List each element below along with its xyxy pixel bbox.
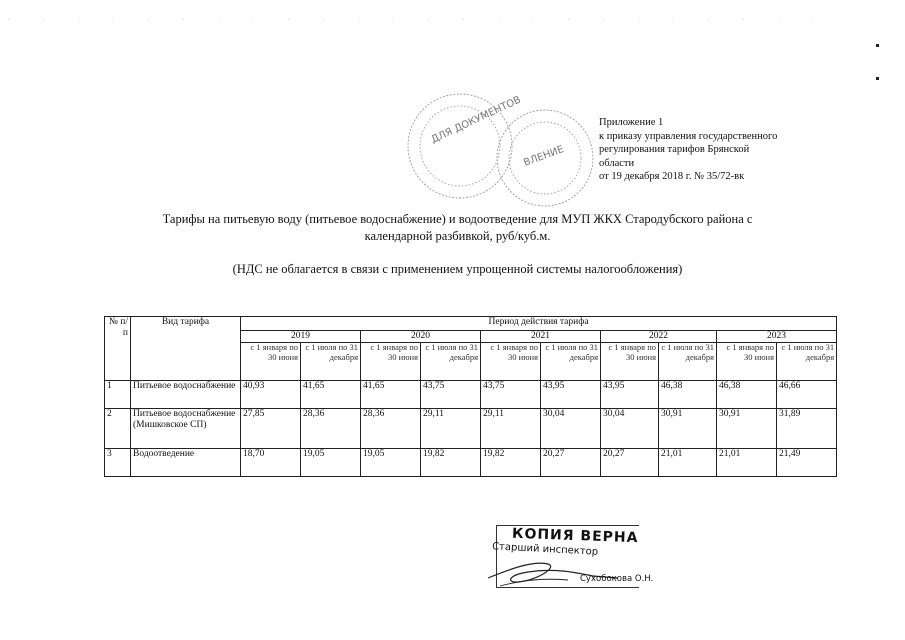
tariff-value: 20,27 — [601, 449, 659, 477]
document-title — [95, 211, 820, 245]
stamp-text-right: ВЛЕНИЕ — [522, 144, 566, 169]
appendix-line: области — [599, 157, 635, 169]
tariff-value: 41,65 — [361, 381, 421, 409]
row-tariff-name: Питьевое водоснабжение (Мишковское СП) — [131, 409, 241, 449]
tariff-value: 21,49 — [777, 449, 837, 477]
row-number: 3 — [105, 449, 131, 477]
tariff-value: 30,91 — [659, 409, 717, 449]
tariff-value: 18,70 — [241, 449, 301, 477]
appendix-block — [599, 116, 819, 184]
header-half-2: с 1 июля по 31 декабря — [541, 343, 601, 381]
header-half-1: с 1 января по 30 июня — [361, 343, 421, 381]
round-stamp — [395, 88, 625, 208]
scan-edge-mark — [876, 77, 879, 80]
header-type: Вид тарифа — [131, 317, 241, 381]
tariff-value: 41,65 — [301, 381, 361, 409]
tariff-value: 21,01 — [717, 449, 777, 477]
appendix-line: регулирования тарифов Брянской — [599, 144, 750, 155]
row-number: 1 — [105, 381, 131, 409]
vat-note: (НДС не облагается в связи с применением упрощенной системы налогообложения) — [232, 262, 683, 276]
tariff-value: 46,38 — [659, 381, 717, 409]
tariff-value: 43,75 — [481, 381, 541, 409]
tariff-value: 30,91 — [717, 409, 777, 449]
copy-stamp-role: Старший инспектор — [491, 541, 599, 558]
stamp-text-left: ДЛЯ ДОКУМЕНТОВ — [429, 94, 523, 146]
header-year: 2021 — [481, 331, 601, 343]
tariff-value: 20,27 — [541, 449, 601, 477]
appendix-line: Приложение 1 — [599, 117, 664, 128]
tariff-value: 31,89 — [777, 409, 837, 449]
header-half-1: с 1 января по 30 июня — [241, 343, 301, 381]
table-row — [105, 409, 837, 449]
tariff-table — [104, 316, 837, 477]
tariff-value: 21,01 — [659, 449, 717, 477]
tariff-value: 43,75 — [421, 381, 481, 409]
header-year: 2020 — [361, 331, 481, 343]
header-half-2: с 1 июля по 31 декабря — [301, 343, 361, 381]
scan-edge-mark — [876, 44, 879, 47]
table-row — [105, 381, 837, 409]
tariff-value: 19,82 — [481, 449, 541, 477]
copy-stamp-name: Сухобокова О.Н. — [580, 574, 654, 584]
row-number: 2 — [105, 409, 131, 449]
header-year: 2023 — [717, 331, 837, 343]
row-tariff-name: Питьевое водоснабжение — [131, 381, 241, 409]
appendix-line: от 19 декабря 2018 г. № 35/72-вк — [599, 171, 745, 182]
tariff-value: 19,05 — [301, 449, 361, 477]
header-no: № п/п — [105, 317, 131, 381]
title-line: календарной разбивкой, руб/куб.м. — [364, 229, 551, 243]
title-line: Тарифы на питьевую воду (питьевое водоснабжение) и водоотведение для МУП ЖКХ Стародубского района с — [162, 212, 753, 226]
tariff-value: 19,05 — [361, 449, 421, 477]
header-half-2: с 1 июля по 31 декабря — [421, 343, 481, 381]
table-row — [105, 449, 837, 477]
tariff-value: 43,95 — [541, 381, 601, 409]
tariff-value: 46,66 — [777, 381, 837, 409]
tariff-value: 29,11 — [481, 409, 541, 449]
header-year: 2019 — [241, 331, 361, 343]
tariff-value: 46,38 — [717, 381, 777, 409]
tariff-value: 27,85 — [241, 409, 301, 449]
header-period: Период действия тарифа — [241, 317, 837, 331]
scan-artifact-dots — [8, 16, 848, 22]
header-half-1: с 1 января по 30 июня — [601, 343, 659, 381]
header-year: 2022 — [601, 331, 717, 343]
tariff-value: 40,93 — [241, 381, 301, 409]
tariff-value: 43,95 — [601, 381, 659, 409]
copy-stamp-title: КОПИЯ ВЕРНА — [511, 525, 639, 547]
tariff-value: 30,04 — [601, 409, 659, 449]
tariff-value: 30,04 — [541, 409, 601, 449]
tariff-value: 19,82 — [421, 449, 481, 477]
tariff-value: 28,36 — [361, 409, 421, 449]
header-half-1: с 1 января по 30 июня — [717, 343, 777, 381]
header-half-1: с 1 января по 30 июня — [481, 343, 541, 381]
row-tariff-name: Водоотведение — [131, 449, 241, 477]
appendix-line: к приказу управления государственного — [599, 130, 778, 142]
tariff-value: 28,36 — [301, 409, 361, 449]
header-half-2: с 1 июля по 31 декабря — [659, 343, 717, 381]
header-half-2: с 1 июля по 31 декабря — [777, 343, 837, 381]
tariff-value: 29,11 — [421, 409, 481, 449]
